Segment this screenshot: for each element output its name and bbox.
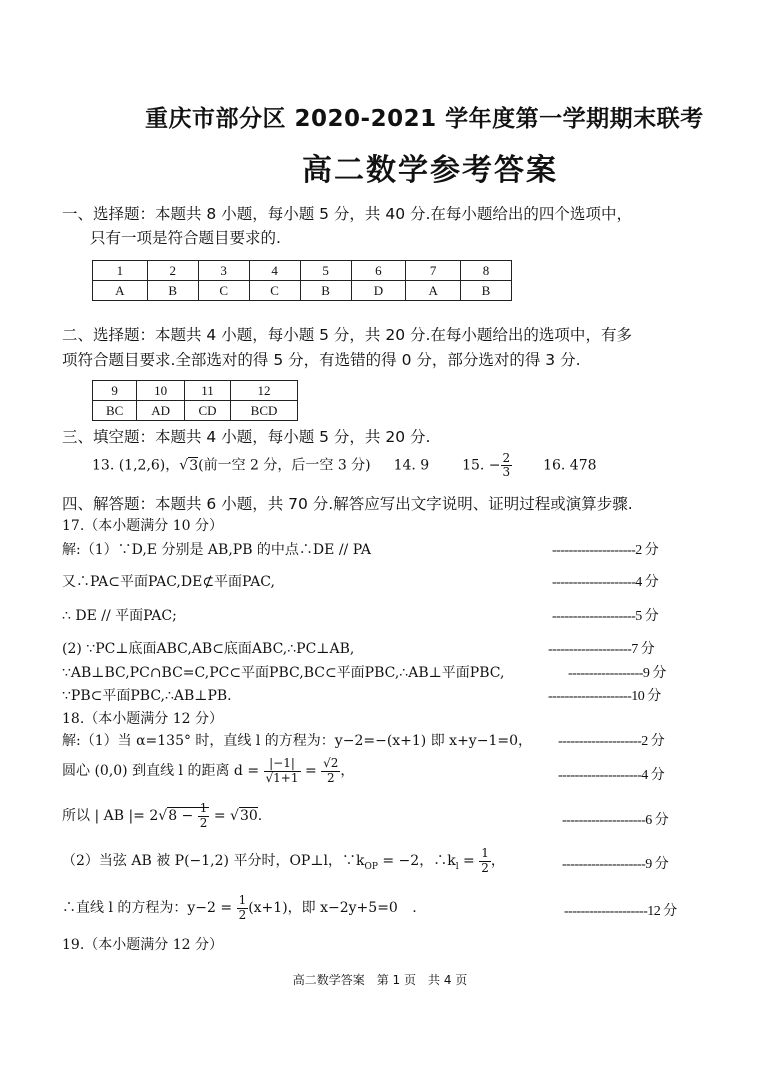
text: . xyxy=(257,808,263,824)
answer-13-note: (前一空 2 分，后一空 3 分) xyxy=(198,457,371,474)
table-cell: D xyxy=(351,281,406,301)
score-mark: --------------------6 分 xyxy=(562,813,669,828)
fraction xyxy=(198,802,210,829)
section-1-heading-cont: 只有一项是符合题目要求的. xyxy=(90,229,281,247)
q17-line: ∴ DE // 平面PAC; xyxy=(62,608,177,624)
score-mark: --------------------12 分 xyxy=(564,904,677,919)
q18-line xyxy=(62,842,505,886)
text: 所以 | AB |= 2 xyxy=(62,808,159,824)
fraction xyxy=(321,757,340,784)
text: (x+1)，即 x−2y+5=0 xyxy=(248,900,398,916)
text: = xyxy=(463,853,475,869)
numerator: |−1| xyxy=(264,757,301,771)
q18-line: 所以 | AB |= 2√8 − $\frac{1}{2}$ = √30. xyxy=(62,801,263,830)
q17-line: (2) ∵PC⊥底面ABC,AB⊂底面ABC,∴PC⊥AB, xyxy=(62,641,355,657)
sqrt-expression xyxy=(167,801,209,830)
page-subtitle: 高二数学参考答案 xyxy=(302,153,558,188)
text: = xyxy=(304,763,317,779)
answer-13: 13. (1,2,6)， xyxy=(92,457,180,474)
table-cell: BC xyxy=(93,401,137,421)
table-cell: 11 xyxy=(185,381,231,401)
text: 8 − xyxy=(168,808,194,824)
answer-15-label: 15. − xyxy=(462,457,501,474)
fraction xyxy=(237,894,249,921)
text: ， xyxy=(490,853,505,869)
section-2-heading-cont: 项符合题目要求.全部选对的得 5 分，有选错的得 0 分，部分选对的得 3 分. xyxy=(62,351,581,369)
table-row-answers xyxy=(93,401,298,421)
denominator: √1+1 xyxy=(265,770,299,785)
table-cell: B xyxy=(300,281,351,301)
table-cell: 10 xyxy=(137,381,185,401)
table-cell: 7 xyxy=(406,261,461,281)
table-cell: 9 xyxy=(93,381,137,401)
section-4-heading: 四、解答题：本题共 6 小题，共 70 分.解答应写出文字说明、证明过程或演算步骤. xyxy=(62,495,633,513)
table-cell: BCD xyxy=(231,401,298,421)
q18-line xyxy=(62,752,354,790)
score-mark: --------------------4 分 xyxy=(552,575,659,590)
answer-15-fraction xyxy=(501,452,513,479)
score-mark: --------------------9 分 xyxy=(562,857,669,872)
answer-13-sqrt: 3 xyxy=(189,457,199,474)
q17-line: 又∴PA⊂平面PAC,DE⊄平面PAC, xyxy=(62,574,275,590)
q17-line: ∵AB⊥BC,PC∩BC=C,PC⊂平面PBC,BC⊂平面PBC,∴AB⊥平面PBC, xyxy=(62,665,505,681)
score-mark: --------------------5 分 xyxy=(552,609,659,624)
denominator: 2 xyxy=(481,860,489,875)
numerator: 1 xyxy=(238,893,247,908)
numerator: 1 xyxy=(199,801,208,816)
table-cell: 2 xyxy=(147,261,198,281)
fraction xyxy=(479,847,491,874)
text: 圆心 (0,0) 到直线 l 的距离 d = xyxy=(62,763,260,779)
fraction xyxy=(264,757,301,784)
table-cell: 4 xyxy=(249,261,300,281)
q17-line: 解:（1）∵D,E 分别是 AB,PB 的中点∴DE // PA xyxy=(62,542,371,558)
text: （2）当弦 AB 被 P(−1,2) 平分时，OP⊥l，∵k xyxy=(62,853,365,869)
table-cell: 8 xyxy=(461,261,512,281)
table-cell: 5 xyxy=(300,261,351,281)
denominator: 2 xyxy=(326,770,335,785)
section-3-heading: 三、填空题：本题共 4 小题，每小题 5 分，共 20 分. xyxy=(62,428,431,446)
table-cell: CD xyxy=(185,401,231,421)
text: ∴直线 l 的方程为：y−2 = xyxy=(62,900,233,916)
table-row-numbers xyxy=(93,261,512,281)
q17-line: ∵PB⊂平面PBC,∴AB⊥PB. xyxy=(62,688,232,704)
answer-table-1 xyxy=(92,260,512,301)
table-cell: A xyxy=(406,281,461,301)
table-cell: B xyxy=(461,281,512,301)
numerator: √2 xyxy=(323,756,339,771)
page-title: 重庆市部分区 2020-2021 学年度第一学期期末联考 xyxy=(145,106,704,132)
q18-line: 解:（1）当 α=135° 时，直线 l 的方程为：y−2=−(x+1) 即 x+y−1=0， xyxy=(62,733,532,749)
numerator: 2 xyxy=(502,451,511,465)
answer-16: 16. 478 xyxy=(543,457,597,474)
table-cell: C xyxy=(198,281,249,301)
section-2-heading: 二、选择题：本题共 4 小题，每小题 5 分，共 20 分.在每小题给出的选项中，有多 xyxy=(62,326,632,344)
score-mark: --------------------10 分 xyxy=(548,689,661,704)
table-cell: 3 xyxy=(198,261,249,281)
score-mark: ------------------9 分 xyxy=(568,666,666,681)
score-mark: --------------------7 分 xyxy=(548,642,655,657)
q19-title: 19.（本小题满分 12 分） xyxy=(62,937,223,953)
q17-title: 17.（本小题满分 10 分） xyxy=(62,518,223,534)
q18-line xyxy=(62,889,417,927)
answer-14: 14. 9 xyxy=(393,457,430,474)
table-cell: 12 xyxy=(231,381,298,401)
score-mark: --------------------2 分 xyxy=(558,734,665,749)
score-mark: --------------------2 分 xyxy=(552,543,659,558)
denominator: 2 xyxy=(238,907,247,922)
text: . xyxy=(412,900,417,916)
answer-table-2 xyxy=(92,380,298,421)
text: ， xyxy=(340,763,355,779)
numerator: 1 xyxy=(481,846,489,861)
table-cell: C xyxy=(249,281,300,301)
sqrt-expression: 30 xyxy=(239,808,258,824)
text: = −2，∴k xyxy=(382,853,456,869)
denominator: 2 xyxy=(199,815,208,830)
score-mark: --------------------4 分 xyxy=(558,768,665,783)
table-cell: AD xyxy=(137,401,185,421)
table-cell: A xyxy=(93,281,148,301)
table-row-answers xyxy=(93,281,512,301)
table-cell: 6 xyxy=(351,261,406,281)
table-cell: 1 xyxy=(93,261,148,281)
denominator: 3 xyxy=(502,465,511,480)
table-cell: B xyxy=(147,281,198,301)
q18-title: 18.（本小题满分 12 分） xyxy=(62,711,223,727)
fill-in-answers: 13. (1,2,6)，√3(前一空 2 分，后一空 3 分) 14. 9 15. − $\frac{2}{3}$ 16. 478 xyxy=(92,451,597,480)
table-row-numbers xyxy=(93,381,298,401)
subscript: l xyxy=(455,861,459,872)
section-1-heading: 一、选择题：本题共 8 小题，每小题 5 分，共 40 分.在每小题给出的四个选项中， xyxy=(62,205,632,223)
subscript: OP xyxy=(364,861,378,872)
text: = xyxy=(213,808,226,824)
page-footer: 高二数学答案 第 1 页 共 4 页 xyxy=(292,973,468,987)
